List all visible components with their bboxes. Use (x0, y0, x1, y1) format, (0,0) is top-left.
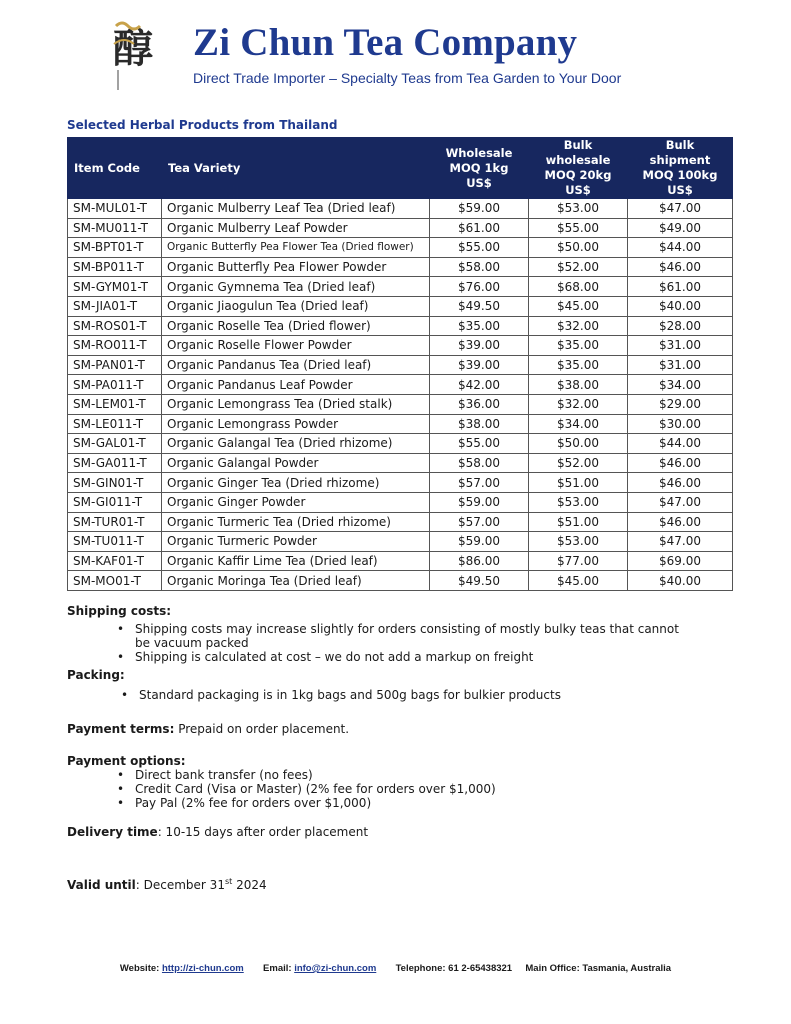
delivery-text: : 10-15 days after order placement (157, 825, 369, 839)
cell-tea-variety: Organic Butterfly Pea Flower Powder (162, 257, 430, 277)
cell-shipment-price: $44.00 (628, 434, 733, 454)
table-row (68, 218, 733, 238)
cell-bulk-price: $53.00 (529, 492, 628, 512)
header-wholesale-line1: Wholesale (445, 145, 513, 160)
cell-item-code: SM-RO011-T (68, 336, 162, 356)
cell-bulk-price: $68.00 (529, 277, 628, 297)
table-row (68, 355, 733, 375)
cell-tea-variety: Organic Gymnema Tea (Dried leaf) (162, 277, 430, 297)
cell-tea-variety: Organic Jiaogulun Tea (Dried leaf) (162, 296, 430, 316)
cell-shipment-price: $69.00 (628, 551, 733, 571)
cell-wholesale-price: $36.00 (430, 394, 529, 414)
cell-shipment-price: $30.00 (628, 414, 733, 434)
cell-tea-variety: Organic Ginger Powder (162, 492, 430, 512)
cell-wholesale-price: $39.00 (430, 336, 529, 356)
cell-item-code: SM-MU011-T (68, 218, 162, 238)
cell-tea-variety: Organic Moringa Tea (Dried leaf) (162, 571, 430, 591)
table-row (68, 394, 733, 414)
table-row (68, 199, 733, 219)
header-wholesale-line2: MOQ 1kg US$ (449, 160, 509, 190)
cell-item-code: SM-GA011-T (68, 453, 162, 473)
cell-shipment-price: $31.00 (628, 336, 733, 356)
table-row (68, 532, 733, 552)
cell-wholesale-price: $42.00 (430, 375, 529, 395)
list-item: • Standard packaging is in 1kg bags and 500g bags for bulkier products (115, 688, 675, 702)
cell-wholesale-price: $86.00 (430, 551, 529, 571)
footer (0, 963, 791, 974)
cell-item-code: SM-MO01-T (68, 571, 162, 591)
table-row (68, 551, 733, 571)
cell-shipment-price: $46.00 (628, 473, 733, 493)
cell-item-code: SM-GYM01-T (68, 277, 162, 297)
cell-tea-variety: Organic Roselle Tea (Dried flower) (162, 316, 430, 336)
cell-wholesale-price: $57.00 (430, 473, 529, 493)
cell-tea-variety: Organic Kaffir Lime Tea (Dried leaf) (162, 551, 430, 571)
table-row (68, 316, 733, 336)
table-row (68, 414, 733, 434)
valid-label: Valid until (67, 878, 136, 892)
cell-bulk-price: $35.00 (529, 355, 628, 375)
cell-bulk-price: $45.00 (529, 296, 628, 316)
table-row (68, 238, 733, 258)
cell-item-code: SM-BP011-T (68, 257, 162, 277)
header-tea-variety: Tea Variety (162, 138, 430, 199)
shipping-section (67, 604, 171, 618)
packing-list (115, 688, 675, 702)
footer-office: Main Office: Tasmania, Australia (525, 963, 672, 974)
cell-shipment-price: $47.00 (628, 492, 733, 512)
cell-bulk-price: $52.00 (529, 453, 628, 473)
cell-tea-variety: Organic Pandanus Tea (Dried leaf) (162, 355, 430, 375)
delivery-label: Delivery time (67, 825, 158, 839)
cell-bulk-price: $53.00 (529, 199, 628, 219)
cell-shipment-price: $61.00 (628, 277, 733, 297)
cell-shipment-price: $47.00 (628, 199, 733, 219)
cell-bulk-price: $51.00 (529, 473, 628, 493)
header-item-code: Item Code (68, 138, 162, 199)
cell-item-code: SM-GAL01-T (68, 434, 162, 454)
valid-until (67, 877, 267, 892)
cell-bulk-price: $32.00 (529, 316, 628, 336)
section-title: Selected Herbal Products from Thailand (67, 118, 338, 132)
cell-bulk-price: $34.00 (529, 414, 628, 434)
header-bulk-wholesale (529, 138, 628, 199)
payment-options-label: Payment options: (67, 754, 186, 768)
cell-item-code: SM-TUR01-T (68, 512, 162, 532)
header-shipment-line2: MOQ 100kg US$ (642, 168, 718, 197)
payment-options-list (111, 768, 671, 810)
list-item: • Credit Card (Visa or Master) (2% fee for orders over $1,000) (111, 782, 671, 796)
cell-shipment-price: $46.00 (628, 453, 733, 473)
list-item: • Shipping is calculated at cost – we do not add a markup on freight (111, 650, 696, 664)
cell-wholesale-price: $76.00 (430, 277, 529, 297)
valid-year: 2024 (232, 878, 267, 892)
footer-email-link[interactable]: info@zi-chun.com (294, 963, 377, 974)
table-row (68, 473, 733, 493)
footer-telephone: Telephone: 61 2-65438321 (395, 963, 513, 974)
shipping-label: Shipping costs: (67, 604, 172, 618)
cell-shipment-price: $46.00 (628, 257, 733, 277)
cell-bulk-price: $50.00 (529, 238, 628, 258)
cell-item-code: SM-GIN01-T (68, 473, 162, 493)
table-row (68, 571, 733, 591)
table-row (68, 375, 733, 395)
cell-item-code: SM-KAF01-T (68, 551, 162, 571)
table-row (68, 277, 733, 297)
list-item: • Shipping costs may increase slightly for orders consisting of mostly bulky teas that cannot be vacuum packed (111, 622, 696, 650)
payment-terms (67, 722, 349, 736)
cell-wholesale-price: $55.00 (430, 238, 529, 258)
cell-bulk-price: $45.00 (529, 571, 628, 591)
cell-tea-variety: Organic Lemongrass Tea (Dried stalk) (162, 394, 430, 414)
cell-shipment-price: $44.00 (628, 238, 733, 258)
cell-tea-variety: Organic Turmeric Powder (162, 532, 430, 552)
table-row (68, 512, 733, 532)
cell-wholesale-price: $49.50 (430, 571, 529, 591)
price-table (67, 137, 733, 591)
table-row (68, 434, 733, 454)
packing-label: Packing: (67, 668, 125, 682)
shipping-list (111, 622, 696, 664)
cell-wholesale-price: $49.50 (430, 296, 529, 316)
cell-shipment-price: $49.00 (628, 218, 733, 238)
cell-bulk-price: $50.00 (529, 434, 628, 454)
cell-wholesale-price: $58.00 (430, 257, 529, 277)
table-row (68, 453, 733, 473)
payment-options-section (67, 754, 186, 768)
cell-bulk-price: $51.00 (529, 512, 628, 532)
cell-wholesale-price: $59.00 (430, 199, 529, 219)
footer-website-label: Website: (119, 963, 160, 974)
cell-tea-variety: Organic Pandanus Leaf Powder (162, 375, 430, 395)
cell-wholesale-price: $58.00 (430, 453, 529, 473)
cell-bulk-price: $52.00 (529, 257, 628, 277)
valid-sup: st (224, 877, 233, 886)
footer-website-link[interactable]: http://zi-chun.com (161, 963, 244, 974)
cell-bulk-price: $35.00 (529, 336, 628, 356)
cell-wholesale-price: $59.00 (430, 492, 529, 512)
table-row (68, 296, 733, 316)
table-row (68, 492, 733, 512)
cell-tea-variety: Organic Roselle Flower Powder (162, 336, 430, 356)
table-row (68, 257, 733, 277)
cell-shipment-price: $40.00 (628, 296, 733, 316)
cell-shipment-price: $46.00 (628, 512, 733, 532)
header-bulk-shipment (628, 138, 733, 199)
cell-item-code: SM-TU011-T (68, 532, 162, 552)
header-bulk-line1: Bulk wholesale (545, 138, 611, 167)
cell-tea-variety: Organic Mulberry Leaf Powder (162, 218, 430, 238)
cell-wholesale-price: $57.00 (430, 512, 529, 532)
cell-wholesale-price: $38.00 (430, 414, 529, 434)
cell-item-code: SM-ROS01-T (68, 316, 162, 336)
cell-wholesale-price: $55.00 (430, 434, 529, 454)
cell-item-code: SM-LE011-T (68, 414, 162, 434)
header-bulk-line2: MOQ 20kg US$ (544, 168, 612, 197)
cell-wholesale-price: $59.00 (430, 532, 529, 552)
table-header-row (68, 138, 733, 199)
cell-bulk-price: $77.00 (529, 551, 628, 571)
cell-tea-variety: Organic Mulberry Leaf Tea (Dried leaf) (162, 199, 430, 219)
packing-section (67, 668, 125, 682)
cell-item-code: SM-GI011-T (68, 492, 162, 512)
cell-wholesale-price: $35.00 (430, 316, 529, 336)
cell-shipment-price: $40.00 (628, 571, 733, 591)
table-row (68, 336, 733, 356)
cell-bulk-price: $38.00 (529, 375, 628, 395)
cell-item-code: SM-PAN01-T (68, 355, 162, 375)
company-name: Zi Chun Tea Company (193, 21, 578, 64)
cell-tea-variety: Organic Turmeric Tea (Dried rhizome) (162, 512, 430, 532)
cell-tea-variety: Organic Galangal Powder (162, 453, 430, 473)
header-shipment-line1: Bulk shipment (649, 138, 711, 167)
cell-shipment-price: $28.00 (628, 316, 733, 336)
valid-text: : December 31 (135, 878, 225, 892)
cell-shipment-price: $34.00 (628, 375, 733, 395)
cell-item-code: SM-MUL01-T (68, 199, 162, 219)
cell-item-code: SM-PA011-T (68, 375, 162, 395)
cell-tea-variety: Organic Ginger Tea (Dried rhizome) (162, 473, 430, 493)
company-tagline: Direct Trade Importer – Specialty Teas from Tea Garden to Your Door (193, 70, 622, 86)
cell-item-code: SM-BPT01-T (68, 238, 162, 258)
cell-bulk-price: $53.00 (529, 532, 628, 552)
list-item: • Direct bank transfer (no fees) (111, 768, 671, 782)
footer-email-label: Email: (263, 963, 292, 974)
cell-item-code: SM-JIA01-T (68, 296, 162, 316)
cell-wholesale-price: $61.00 (430, 218, 529, 238)
cell-tea-variety: Organic Lemongrass Powder (162, 414, 430, 434)
payment-terms-text: Prepaid on order placement. (178, 722, 350, 736)
cell-shipment-price: $47.00 (628, 532, 733, 552)
payment-terms-label: Payment terms: (67, 722, 175, 736)
cell-shipment-price: $29.00 (628, 394, 733, 414)
header-wholesale (430, 138, 529, 199)
cell-bulk-price: $32.00 (529, 394, 628, 414)
list-item: • Pay Pal (2% fee for orders over $1,000) (111, 796, 671, 810)
cell-item-code: SM-LEM01-T (68, 394, 162, 414)
cell-shipment-price: $31.00 (628, 355, 733, 375)
cell-wholesale-price: $39.00 (430, 355, 529, 375)
cell-tea-variety: Organic Butterfly Pea Flower Tea (Dried flower) (162, 238, 430, 258)
company-logo (108, 14, 158, 94)
logo-glyph: 醇 (113, 25, 153, 72)
delivery-time (67, 825, 368, 839)
cell-tea-variety: Organic Galangal Tea (Dried rhizome) (162, 434, 430, 454)
cell-bulk-price: $55.00 (529, 218, 628, 238)
